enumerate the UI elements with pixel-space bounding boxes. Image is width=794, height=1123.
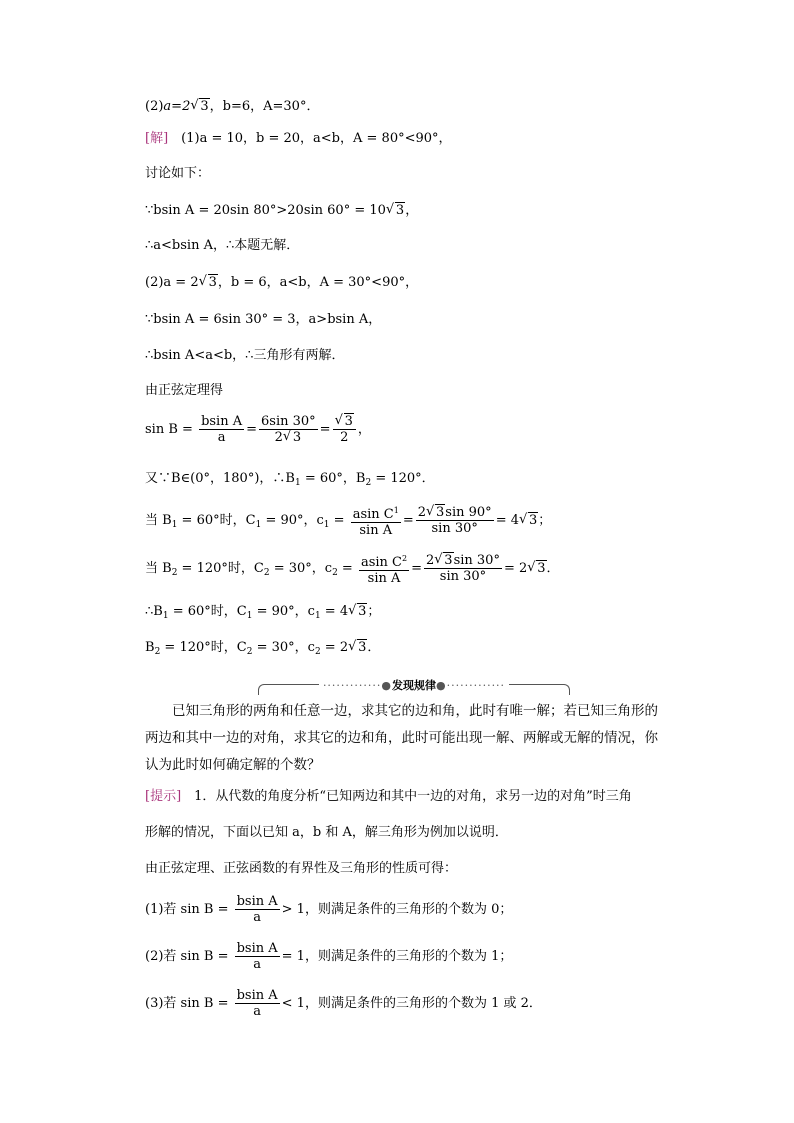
B-range-line: [145, 470, 435, 492]
frac-denominator: sin 30°: [439, 569, 487, 584]
sqrt-symbol: [348, 603, 367, 621]
math-tail: ，: [357, 422, 371, 437]
formula-lhs: sin B =: [145, 422, 193, 437]
sinB-formula: sin B = $\frac{\text{bsin A}}{a}$ = $\frac{6\sin 30^\circ}{2√ 3}$ = √ $\frac{3}{2}$ ，: [145, 414, 371, 445]
subscript: 1: [323, 520, 330, 530]
fraction: [199, 414, 244, 445]
coef: 2: [426, 553, 435, 568]
case-1: [145, 894, 512, 925]
subscript: 1: [171, 520, 178, 530]
expr-a: a=2: [163, 99, 191, 114]
math-text: 又∵B∈(0°，180°)，∴B: [145, 471, 295, 486]
case-suffix: > 1，则满足条件的三角形的个数为 0；: [281, 902, 513, 917]
sqrt-radicand: 3: [444, 553, 453, 568]
frac-denominator: sin A: [359, 523, 393, 538]
sqrt-symbol: [348, 639, 367, 657]
subscript: 2: [171, 568, 178, 578]
math-tail: ，b = 6，a<b，A = 30°<90°，: [217, 275, 419, 290]
math-line-6: [145, 274, 418, 292]
case-prefix: (2)若 sin B =: [145, 949, 229, 964]
case-prefix: (3)若 sin B =: [145, 996, 229, 1011]
math-text: = 30°，c: [269, 561, 333, 576]
subscript: 2: [314, 647, 321, 657]
sqrt-symbol: [335, 414, 354, 429]
num-text: sin 90°: [445, 505, 492, 520]
frac-numerator: [351, 503, 401, 523]
sqrt-symbol: [283, 430, 302, 445]
frac-denominator: a: [253, 910, 262, 925]
math-text: = 90°，c: [261, 513, 324, 528]
subscript: 2: [246, 647, 253, 657]
math-tail: ．: [546, 561, 560, 576]
frac-numerator: [424, 553, 502, 569]
math-text: = 4: [495, 513, 519, 528]
superscript: 1: [393, 506, 399, 515]
sqrt-radicand: 3: [200, 99, 209, 114]
math-text: ∵bsin A = 20sin 80°>20sin 60° = 10: [145, 203, 386, 218]
fraction: [333, 414, 356, 445]
fraction: [235, 941, 280, 972]
math-text: = 60°时，C: [177, 513, 256, 528]
banner-dots-left: ·············●: [322, 679, 392, 692]
sqrt-symbol: [434, 553, 453, 568]
frac-numerator: bsin A: [236, 988, 278, 1003]
sqrt-radicand: 3: [436, 505, 445, 520]
math-text: ∴B: [145, 604, 163, 619]
math-text: = 120°时，C: [160, 640, 247, 655]
case-suffix: = 1，则满足条件的三角形的个数为 1；: [281, 949, 513, 964]
case-suffix: < 1，则满足条件的三角形的个数为 1 或 2．: [281, 996, 542, 1011]
case-2: [145, 941, 512, 972]
banner-title: [258, 677, 570, 693]
math-text: = 60°，B: [300, 471, 366, 486]
subscript: 2: [365, 478, 372, 488]
expr-b: ，b=6，: [209, 99, 264, 114]
math-text: = 30°，c: [252, 640, 315, 655]
fraction: [259, 414, 318, 445]
sqrt-radicand: 3: [395, 203, 405, 218]
math-text: = 120°时，C: [177, 561, 264, 576]
summary-line-1: [145, 603, 380, 625]
math-text: =: [337, 561, 353, 576]
frac-numerator: [333, 414, 356, 430]
hint-line: [145, 788, 632, 806]
num-text: asin C: [352, 507, 394, 522]
subscript: 1: [246, 611, 253, 621]
sine-bounded-line: 由正弦定理、正弦函数的有界性及三角形的性质可得：: [145, 861, 458, 876]
fraction: [235, 988, 280, 1019]
math-text: = 60°时，C: [168, 604, 247, 619]
summary-line-2: [145, 639, 380, 661]
problem-part-2: [145, 98, 319, 116]
sqrt-symbol: [199, 274, 218, 292]
math-line-7: ∵bsin A = 6sin 30° = 3，a>bsin A，: [145, 312, 382, 327]
math-text: = 120°．: [371, 471, 435, 486]
section-banner: [258, 680, 570, 694]
sqrt-radicand: 3: [537, 561, 546, 576]
num-text: sin 30°: [453, 553, 500, 568]
case-B2-line: 当 $B_2 = 120^\circ$时，$C_2 = 30^\circ$，$c_2$ = $\frac{asin C^2}{\text{sin A}}$ = $\frac{2√ 3\sin 30^\circ}{\sin 30^\circ}$ = 2√ 3．: [145, 551, 560, 586]
math-tail: ．: [367, 640, 381, 655]
math-line-8: ∴bsin A<a<b，∴三角形有两解．: [145, 348, 345, 363]
sqrt-symbol: [386, 202, 405, 220]
sqrt-symbol: [519, 512, 538, 530]
math-text: = 4: [320, 604, 349, 619]
fraction: [351, 503, 401, 538]
sqrt-radicand: 3: [344, 414, 353, 429]
banner-label: 发现规律: [392, 679, 436, 692]
hint-line-2: 形解的情况，下面以已知 a，b 和 A，解三角形为例加以说明．: [145, 825, 508, 840]
math-text: =: [329, 513, 345, 528]
math-text: B: [145, 640, 155, 655]
math-text: 当 B: [145, 561, 172, 576]
case-3: [145, 988, 542, 1019]
fraction: [235, 894, 280, 925]
frac-denominator: a: [217, 430, 226, 445]
coef: 2: [274, 430, 283, 445]
num-text: asin C: [360, 555, 402, 570]
math-tail: ；: [538, 513, 552, 528]
subscript: 1: [294, 478, 301, 488]
sqrt-radicand: 3: [358, 604, 367, 619]
math-text: = 2: [320, 640, 349, 655]
subscript: 2: [154, 647, 161, 657]
solution-line: [145, 130, 452, 148]
banner-dots-right: ●·············: [436, 679, 506, 692]
superscript: 2: [402, 554, 408, 563]
hint-text: 1．从代数的角度分析“已知两边和其中一边的对角，求另一边的对角”时三角: [181, 789, 632, 804]
discovery-paragraph: 已知三角形的两角和任意一边，求其它的边和角，此时有唯一解；若已知三角形的两边和其中一边的对角，求其它的边和角，此时可能出现一解、两解或无解的情况，你认为此时如何确定解的个数？: [145, 703, 658, 773]
subscript: 2: [332, 568, 338, 578]
case-B1-line: 当 $B_1 = 60^\circ$时，$C_1 = 90^\circ$，$c_1$ = $\frac{asin C^1}{\text{sin A}}$ = $\frac{2√ 3\sin 90^\circ}{\sin 30^\circ}$ = 4√ 3；: [145, 503, 551, 538]
subscript: 2: [263, 568, 270, 578]
frac-denominator: 2: [340, 430, 349, 445]
frac-numerator: bsin A: [236, 894, 278, 909]
expr-A: A=30°．: [263, 99, 320, 114]
sqrt-radicand: 3: [358, 640, 367, 655]
frac-numerator: bsin A: [236, 941, 278, 956]
frac-numerator: bsin A: [201, 414, 243, 429]
math-tail: ，: [405, 203, 419, 218]
math-text: 当 B: [145, 513, 172, 528]
frac-numerator: [416, 505, 494, 521]
discuss-line: 讨论如下：: [145, 166, 211, 181]
sqrt-symbol: [527, 560, 546, 578]
frac-denominator: sin 30°: [431, 521, 478, 536]
frac-denominator: sin A: [367, 571, 401, 586]
subscript: 1: [314, 611, 321, 621]
fraction: [424, 553, 502, 584]
part-number: (2): [145, 99, 164, 114]
solution-tag: [解]: [145, 131, 169, 146]
sqrt-radicand: 3: [528, 513, 538, 528]
sine-rule-line: 由正弦定理得: [145, 383, 224, 398]
math-text: (2)a = 2: [145, 275, 199, 290]
solution-text: (1)a = 10，b = 20，a<b，A = 80°<90°，: [168, 131, 452, 146]
case-prefix: (1)若 sin B =: [145, 902, 229, 917]
frac-denominator: [273, 430, 305, 445]
fraction: [359, 551, 409, 586]
sqrt-symbol: [190, 98, 209, 116]
frac-denominator: a: [253, 1004, 262, 1019]
math-text: = 90°，c: [252, 604, 315, 619]
coef: 2: [417, 505, 427, 520]
frac-numerator: 6sin 30°: [261, 414, 316, 429]
math-text: = 2: [503, 561, 528, 576]
math-line-4: [145, 202, 418, 220]
math-tail: ；: [367, 604, 381, 619]
sqrt-radicand: 3: [208, 275, 217, 290]
frac-numerator: [359, 551, 409, 571]
sqrt-radicand: 3: [292, 430, 302, 445]
frac-denominator: a: [253, 957, 262, 972]
subscript: 1: [255, 520, 262, 530]
sqrt-symbol: [426, 505, 445, 520]
fraction: [416, 505, 494, 536]
subscript: 1: [162, 611, 169, 621]
math-line-5: ∴a<bsin A，∴本题无解．: [145, 238, 300, 253]
hint-tag: [提示]: [145, 789, 182, 804]
